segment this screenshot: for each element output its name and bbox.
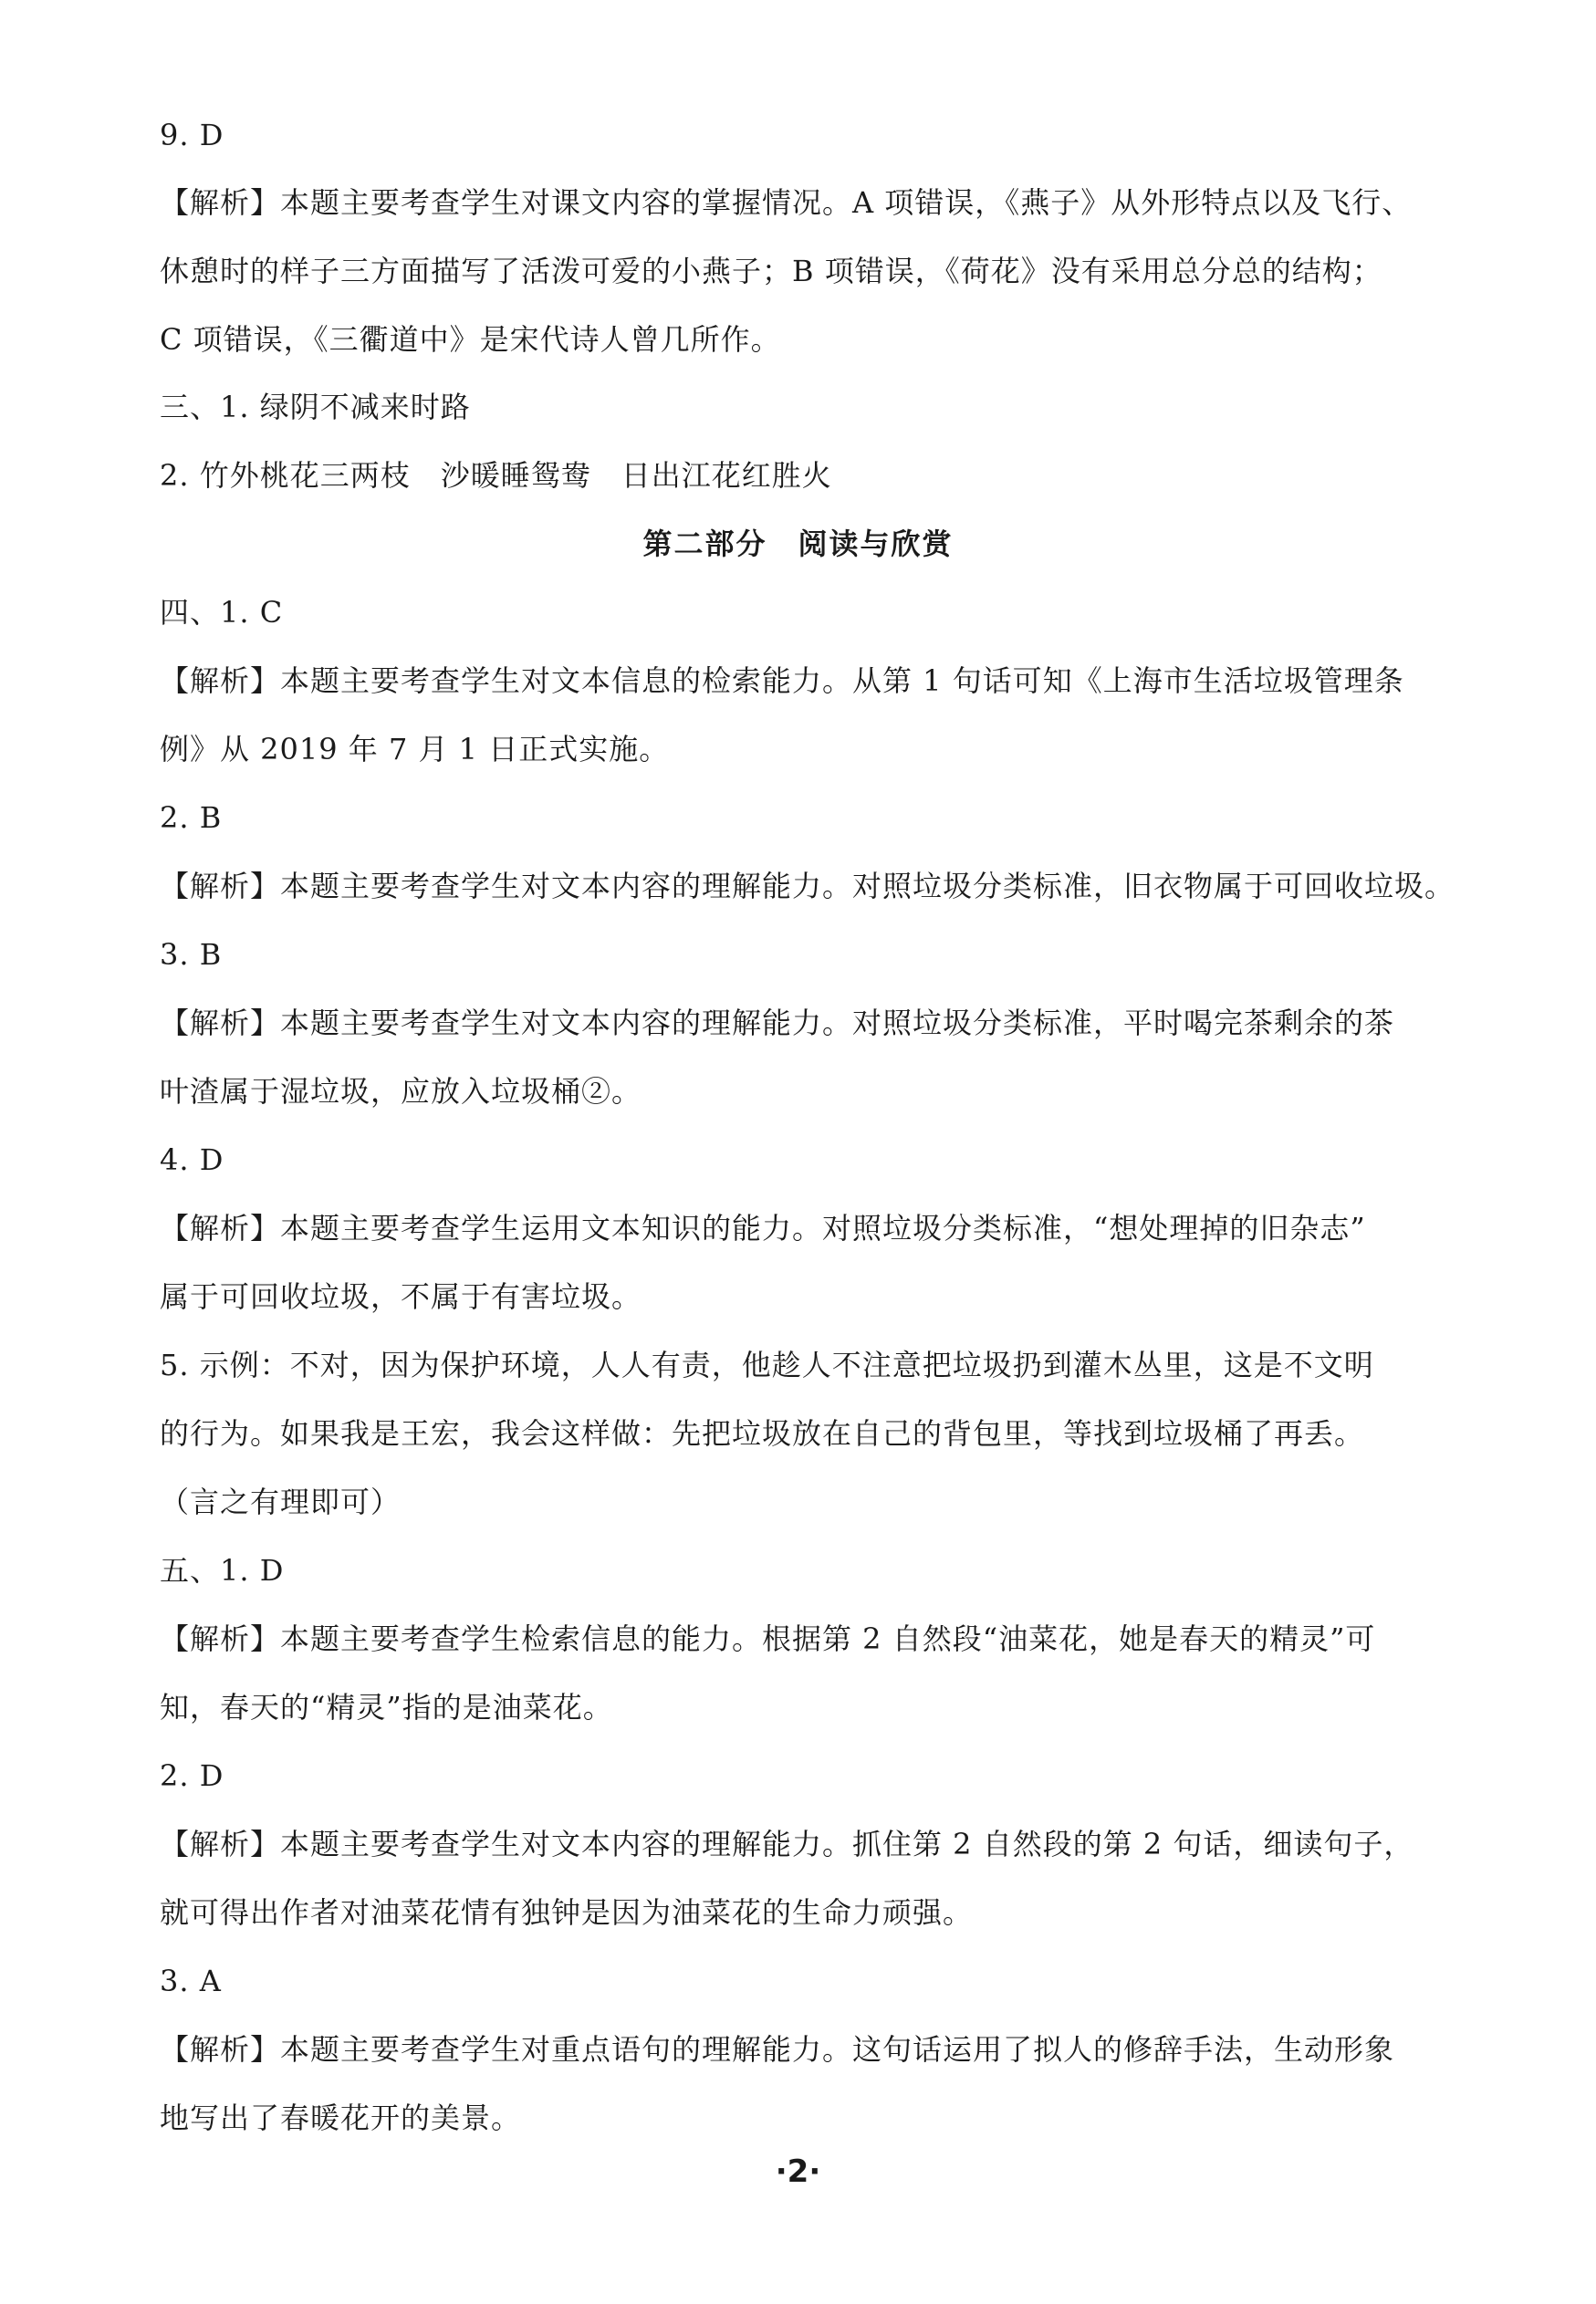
answer-line: 叶渣属于湿垃圾，应放入垃圾桶②。 [160,1074,642,1109]
answer-line: 9. D [160,118,224,152]
answer-line: C 项错误，《三衢道中》是宋代诗人曾几所作。 [160,322,781,357]
answer-line: 休憩时的样子三方面描写了活泼可爱的小燕子；B 项错误，《荷花》没有采用总分总的结构； [160,254,1382,288]
answer-line: 【解析】本题主要考查学生对课文内容的掌握情况。A 项错误，《燕子》从外形特点以及飞行、 [160,185,1413,220]
answer-line: 的行为。如果我是王宏，我会这样做：先把垃圾放在自己的背包里，等找到垃圾桶了再丢。 [160,1416,1365,1451]
answer-line: 4. D [160,1142,224,1177]
answer-line: 【解析】本题主要考查学生运用文本知识的能力。对照垃圾分类标准，“想处理掉的旧杂志” [160,1211,1366,1246]
answer-line: 【解析】本题主要考查学生对文本信息的检索能力。从第 1 句话可知《上海市生活垃圾管理条 [160,663,1404,698]
answer-line: 【解析】本题主要考查学生对文本内容的理解能力。对照垃圾分类标准，旧衣物属于可回收垃圾。 [160,869,1455,903]
answer-line: 【解析】本题主要考查学生对文本内容的理解能力。对照垃圾分类标准，平时喝完茶剩余的茶 [160,1006,1395,1040]
section-heading: 第二部分 阅读与欣赏 [642,526,954,561]
answer-line: 例》从 2019 年 7 月 1 日正式实施。 [160,732,670,766]
answer-line: 2. B [160,800,223,835]
answer-line: 五、1. D [160,1553,285,1588]
answer-line: 三、1. 绿阴不减来时路 [160,390,471,424]
answer-line: 3. B [160,937,223,972]
answer-line: （言之有理即可） [160,1485,402,1519]
answer-line: 3. A [160,1964,222,1998]
answer-line: 【解析】本题主要考查学生对重点语句的理解能力。这句话运用了拟人的修辞手法，生动形象 [160,2032,1395,2067]
answer-line: 属于可回收垃圾，不属于有害垃圾。 [160,1279,642,1314]
answer-line: 知，春天的“精灵”指的是油菜花。 [160,1690,613,1725]
answer-line: 【解析】本题主要考查学生检索信息的能力。根据第 2 自然段“油菜花，她是春天的精灵”可 [160,1621,1376,1656]
answer-line: 地写出了春暖花开的美景。 [160,2101,522,2135]
answer-line: 2. 竹外桃花三两枝 沙暖睡鸳鸯 日出江花红胜火 [160,458,832,493]
answer-line: 四、1. C [160,595,284,630]
answer-line: 5. 示例：不对，因为保护环境，人人有责，他趁人不注意把垃圾扔到灌木丛里，这是不文明 [160,1348,1374,1382]
answer-line: 就可得出作者对油菜花情有独钟是因为油菜花的生命力顽强。 [160,1895,974,1930]
answer-line: 2. D [160,1758,224,1793]
page-number: ·2· [775,2153,821,2190]
answer-line: 【解析】本题主要考查学生对文本内容的理解能力。抓住第 2 自然段的第 2 句话，细读句子， [160,1827,1414,1861]
